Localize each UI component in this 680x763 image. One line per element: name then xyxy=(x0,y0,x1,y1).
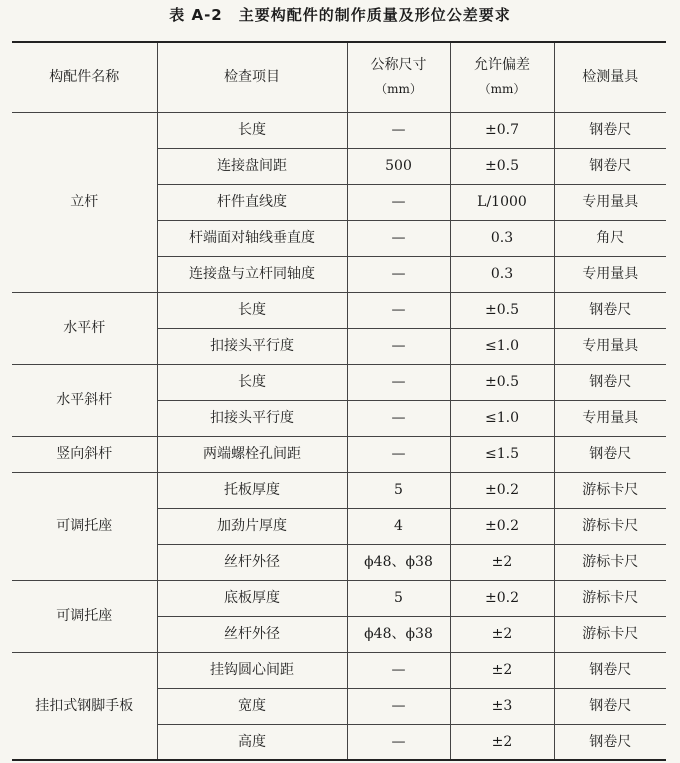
table-title: 表 A-2 主要构配件的制作质量及形位公差要求 xyxy=(169,6,511,24)
nominal-size-cell: — xyxy=(347,436,450,472)
header-item: 检查项目 xyxy=(157,42,347,112)
tolerance-cell: ±0.5 xyxy=(450,148,554,184)
nominal-size-cell: — xyxy=(347,400,450,436)
measuring-tool-cell: 钢卷尺 xyxy=(554,436,666,472)
check-item-cell: 托板厚度 xyxy=(157,472,347,508)
table-row xyxy=(12,292,666,328)
measuring-tool-cell: 钢卷尺 xyxy=(554,292,666,328)
header-tool: 检测量具 xyxy=(554,42,666,112)
header-nominal-label: 公称尺寸 xyxy=(370,57,427,74)
measuring-tool-cell: 钢卷尺 xyxy=(554,652,666,688)
check-item-cell: 扣接头平行度 xyxy=(157,400,347,436)
nominal-size-cell: ϕ48、ϕ38 xyxy=(347,544,450,580)
tolerance-cell: ±2 xyxy=(450,544,554,580)
tolerance-cell: ±0.5 xyxy=(450,292,554,328)
header-component: 构配件名称 xyxy=(12,42,157,112)
tolerance-cell: 0.3 xyxy=(450,256,554,292)
nominal-size-cell: — xyxy=(347,184,450,220)
check-item-cell: 长度 xyxy=(157,112,347,148)
check-item-cell: 长度 xyxy=(157,364,347,400)
check-item-cell: 连接盘与立杆同轴度 xyxy=(157,256,347,292)
measuring-tool-cell: 专用量具 xyxy=(554,328,666,364)
check-item-cell: 长度 xyxy=(157,292,347,328)
measuring-tool-cell: 游标卡尺 xyxy=(554,508,666,544)
measuring-tool-cell: 游标卡尺 xyxy=(554,580,666,616)
component-name-cell: 竖向斜杆 xyxy=(12,436,157,472)
tolerance-cell: ±0.7 xyxy=(450,112,554,148)
check-item-cell: 底板厚度 xyxy=(157,580,347,616)
nominal-size-cell: — xyxy=(347,364,450,400)
nominal-size-cell: 5 xyxy=(347,580,450,616)
measuring-tool-cell: 专用量具 xyxy=(554,400,666,436)
component-name-cell: 水平斜杆 xyxy=(12,364,157,436)
measuring-tool-cell: 游标卡尺 xyxy=(554,472,666,508)
component-name-cell: 水平杆 xyxy=(12,292,157,364)
nominal-size-cell: 4 xyxy=(347,508,450,544)
nominal-size-cell: — xyxy=(347,328,450,364)
tolerance-cell: 0.3 xyxy=(450,220,554,256)
tolerance-cell: L/1000 xyxy=(450,184,554,220)
nominal-size-cell: — xyxy=(347,112,450,148)
component-name-cell: 挂扣式钢脚手板 xyxy=(12,652,157,760)
tolerance-cell: ±0.2 xyxy=(450,472,554,508)
nominal-size-cell: — xyxy=(347,220,450,256)
table-row xyxy=(12,364,666,400)
measuring-tool-cell: 角尺 xyxy=(554,220,666,256)
measuring-tool-cell: 游标卡尺 xyxy=(554,544,666,580)
measuring-tool-cell: 钢卷尺 xyxy=(554,148,666,184)
check-item-cell: 挂钩圆心间距 xyxy=(157,652,347,688)
nominal-size-cell: — xyxy=(347,724,450,760)
check-item-cell: 宽度 xyxy=(157,688,347,724)
table-row xyxy=(12,112,666,148)
nominal-size-cell: — xyxy=(347,256,450,292)
check-item-cell: 丝杆外径 xyxy=(157,544,347,580)
table-body xyxy=(12,112,666,760)
header-tolerance xyxy=(450,42,554,112)
nominal-size-cell: — xyxy=(347,292,450,328)
measuring-tool-cell: 钢卷尺 xyxy=(554,112,666,148)
header-row xyxy=(12,42,666,112)
header-nominal-unit: （mm） xyxy=(375,82,422,97)
check-item-cell: 丝杆外径 xyxy=(157,616,347,652)
spec-table xyxy=(12,41,666,761)
nominal-size-cell: ϕ48、ϕ38 xyxy=(347,616,450,652)
header-nominal xyxy=(347,42,450,112)
nominal-size-cell: — xyxy=(347,652,450,688)
table-row xyxy=(12,652,666,688)
measuring-tool-cell: 钢卷尺 xyxy=(554,724,666,760)
measuring-tool-cell: 钢卷尺 xyxy=(554,364,666,400)
measuring-tool-cell: 专用量具 xyxy=(554,256,666,292)
header-tolerance-label: 允许偏差 xyxy=(474,57,530,74)
tolerance-cell: ≤1.0 xyxy=(450,400,554,436)
check-item-cell: 杆端面对轴线垂直度 xyxy=(157,220,347,256)
table-row xyxy=(12,436,666,472)
check-item-cell: 连接盘间距 xyxy=(157,148,347,184)
table-row xyxy=(12,580,666,616)
header-tolerance-unit: （mm） xyxy=(478,82,526,97)
tolerance-cell: ≤1.5 xyxy=(450,436,554,472)
tolerance-cell: ±2 xyxy=(450,652,554,688)
tolerance-cell: ±3 xyxy=(450,688,554,724)
tolerance-cell: ±0.2 xyxy=(450,508,554,544)
component-name-cell: 立杆 xyxy=(12,112,157,292)
component-name-cell: 可调托座 xyxy=(12,472,157,580)
nominal-size-cell: 5 xyxy=(347,472,450,508)
check-item-cell: 两端螺栓孔间距 xyxy=(157,436,347,472)
measuring-tool-cell: 游标卡尺 xyxy=(554,616,666,652)
tolerance-cell: ±0.2 xyxy=(450,580,554,616)
check-item-cell: 扣接头平行度 xyxy=(157,328,347,364)
tolerance-cell: ±2 xyxy=(450,724,554,760)
measuring-tool-cell: 专用量具 xyxy=(554,184,666,220)
nominal-size-cell: 500 xyxy=(347,148,450,184)
measuring-tool-cell: 钢卷尺 xyxy=(554,688,666,724)
check-item-cell: 杆件直线度 xyxy=(157,184,347,220)
tolerance-cell: ±2 xyxy=(450,616,554,652)
check-item-cell: 高度 xyxy=(157,724,347,760)
tolerance-cell: ≤1.0 xyxy=(450,328,554,364)
table-row xyxy=(12,472,666,508)
check-item-cell: 加劲片厚度 xyxy=(157,508,347,544)
tolerance-cell: ±0.5 xyxy=(450,364,554,400)
component-name-cell: 可调托座 xyxy=(12,580,157,652)
nominal-size-cell: — xyxy=(347,688,450,724)
